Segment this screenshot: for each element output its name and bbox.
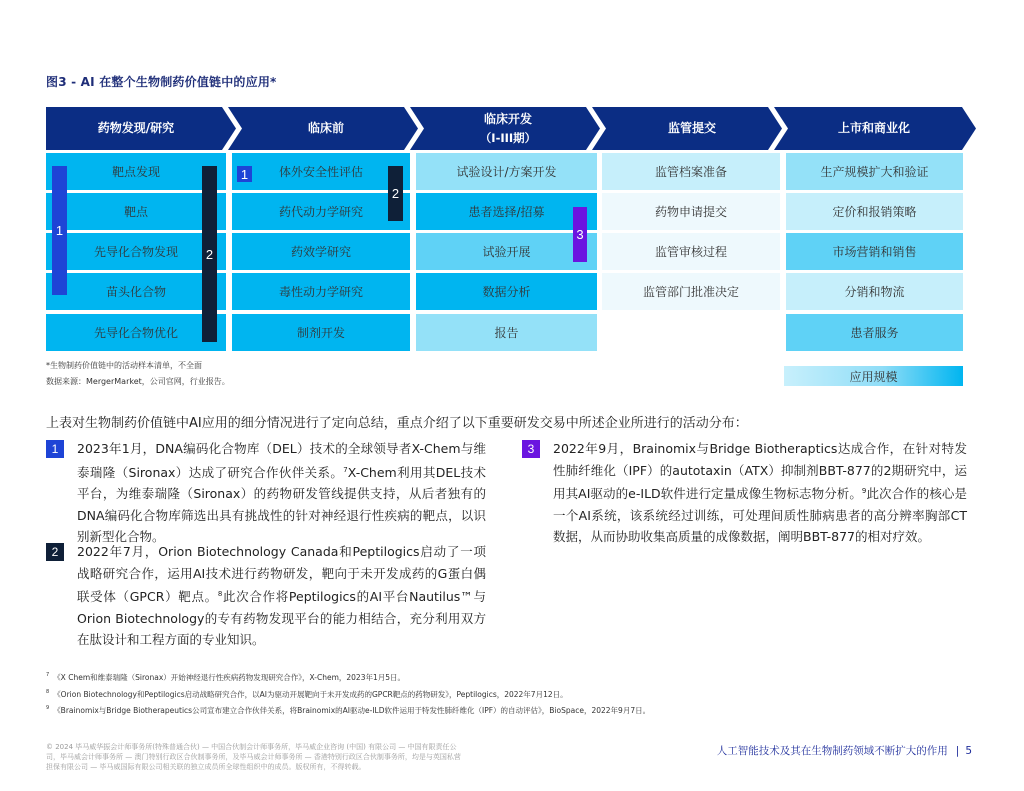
footnote-8: $^8$ 《Orion Biotechnology和Peptilogics启动战略研究合作，以AI为驱动开展靶向于未开发成药的GPCR靶点的药物研发》，Peptilogics，2022年7月12日。 [46, 689, 568, 699]
figure-note-source: 数据来源：MergerMarket，公司官网，行业报告。 [46, 377, 230, 386]
deal-marker-2-discovery: 2 [202, 166, 217, 342]
stage-header-preclinical: 临床前 [307, 121, 344, 135]
deal-marker-1-discovery: 1 [52, 166, 67, 295]
deal-marker-3-clinical: 3 [573, 207, 587, 262]
footnote-ref[interactable]: 7 [343, 465, 348, 474]
activity-cell: 苗头化合物 [46, 273, 226, 310]
deal-text: 2023年1月，DNA编码化合物库（DEL）技术的全球领导者X-Chem与维泰瑞隆（Sironax）达成了研究合作伙伴关系。$^7$X-Chem利用其DEL技术平台，为维泰瑞隆（Sironax）的药物研发管线提供支持，从后者独有的DNA编码化合物库筛选出具有挑战性的针对神经退行性疾病的靶点，以识别新型化合物。 [77, 441, 486, 545]
value-chain-header [46, 107, 976, 150]
deal-item-2 [46, 543, 486, 651]
activity-cell: 药代动力学研究 [232, 193, 410, 230]
stage-header-regulatory: 监管提交 [667, 121, 716, 135]
figure-title: 图3 - AI 在整个生物制药价值链中的应用* [46, 75, 277, 89]
figure-note-asterisk: *生物制药价值链中的活动样本清单，不全面 [46, 361, 202, 370]
activity-cell: 报告 [416, 314, 597, 351]
activity-cell: 先导化合物优化 [46, 314, 226, 351]
deal-marker-2-preclinical: 2 [388, 166, 403, 221]
activity-cell: 试验开展 [416, 233, 597, 270]
stage-header-clinical-line1: 临床开发 [483, 111, 532, 126]
activity-cell: 体外安全性评估 [232, 153, 410, 190]
scale-legend [784, 366, 963, 386]
activity-cell: 靶点 [46, 193, 226, 230]
stage-header-discovery: 药物发现/研究 [97, 121, 175, 135]
activity-cell: 生产规模扩大和验证 [786, 153, 963, 190]
activity-cell: 分销和物流 [786, 273, 963, 310]
deal-number-badge: 3 [522, 440, 540, 458]
activity-cell: 监管部门批准决定 [602, 273, 780, 310]
report-title: 人工智能技术及其在生物制药领域不断扩大的作用 [716, 745, 948, 757]
activity-cell: 靶点发现 [46, 153, 226, 190]
footnote-ref[interactable]: 9 [861, 487, 867, 495]
activity-cell: 试验设计/方案开发 [416, 153, 597, 190]
stage-header-clinical [418, 107, 598, 150]
footer-separator: | [955, 745, 960, 757]
stage-header-commercial: 上市和商业化 [837, 121, 910, 135]
activity-cell: 患者选择/招募 [416, 193, 597, 230]
activity-cell: 先导化合物发现 [46, 233, 226, 270]
footnote-7: $^7$ 《X Chem和维泰瑞隆（Sironax）开始神经退行性疾病药物发现研究合作》，X-Chem，2023年1月5日。 [46, 672, 406, 682]
activity-cell: 药物申请提交 [602, 193, 780, 230]
activity-cell: 数据分析 [416, 273, 597, 310]
activity-cell: 制剂开发 [232, 314, 410, 351]
deal-number-badge: 2 [46, 543, 64, 561]
activity-cell: 监管审核过程 [602, 233, 780, 270]
deal-number-badge: 1 [46, 440, 64, 458]
activity-cell: 毒性动力学研究 [232, 273, 410, 310]
activity-cell: 药效学研究 [232, 233, 410, 270]
page-footer [717, 743, 972, 758]
intro-paragraph: 上表对生物制药价值链中AI应用的细分情况进行了定向总结，重点介绍了以下重要研发交易中所述企业所进行的活动分布： [46, 416, 748, 431]
scale-legend-label: 应用规模 [849, 369, 898, 384]
footnote-ref[interactable]: 8 [217, 590, 223, 598]
stage-header-clinical-line2: （I-III期） [479, 130, 537, 145]
activity-cell: 定价和报销策略 [786, 193, 963, 230]
copyright-notice: © 2024 毕马威华振会计师事务所(特殊普通合伙) — 中国合伙制会计师事务所，毕马威企业咨询 (中国) 有限公司 — 中国有限责任公司，毕马威会计师事务所 — 澳门特别行政区合伙制事务所，及毕马威会计师事务所 — 香港特别行政区合伙制事务所，均是与英国私营担保有限公司 — 毕马威国际有限公司相关联的独立成员所全球性组织中的成员。版权所有，不得转载。 [46, 743, 461, 771]
activity-cell: 监管档案准备 [602, 153, 780, 190]
page-number: 5 [965, 745, 972, 757]
deal-text: 2022年9月，Brainomix与Bridge Biotheraptics达成合作，在针对特发性肺纤维化（IPF）的autotaxin（ATX）抑制剂BBT-877的2期研究中，运用其AI驱动的e-ILD软件进行定量成像生物标志物分析。$^9$此次合作的核心是一个AI系统，该系统经过训练，可处理间质性肺病患者的高分辨率胸部CT数据，从而协助收集高质量的成像数据，阐明BBT-877的相对疗效。 [553, 441, 967, 545]
activity-cell: 市场营销和销售 [786, 233, 963, 270]
deal-marker-1-preclinical: 1 [237, 166, 252, 182]
footnote-9: $^9$ 《Brainomix与Bridge Biotherapeutics公司宣布建立合作伙伴关系，将Brainomix的AI驱动e-ILD软件运用于特发性肺纤维化（IPF）的自动评估》，BioSpace，2022年9月7日。 [46, 705, 651, 715]
deal-item-1 [46, 440, 486, 548]
deal-text: 2022年7月，Orion Biotechnology Canada和Peptilogics启动了一项战略研究合作，运用AI技术进行药物研发，靶向于未开发成药的G蛋白偶联受体（GPCR）靶点。$^8$此次合作将Peptilogics的AI平台Nautilus™与Orion Biotechnology的专有药物发现平台的能力相结合，充分利用双方在肽设计和工程方面的专业知识。 [77, 544, 486, 648]
deal-item-3 [522, 440, 967, 548]
activity-cell: 患者服务 [786, 314, 963, 351]
